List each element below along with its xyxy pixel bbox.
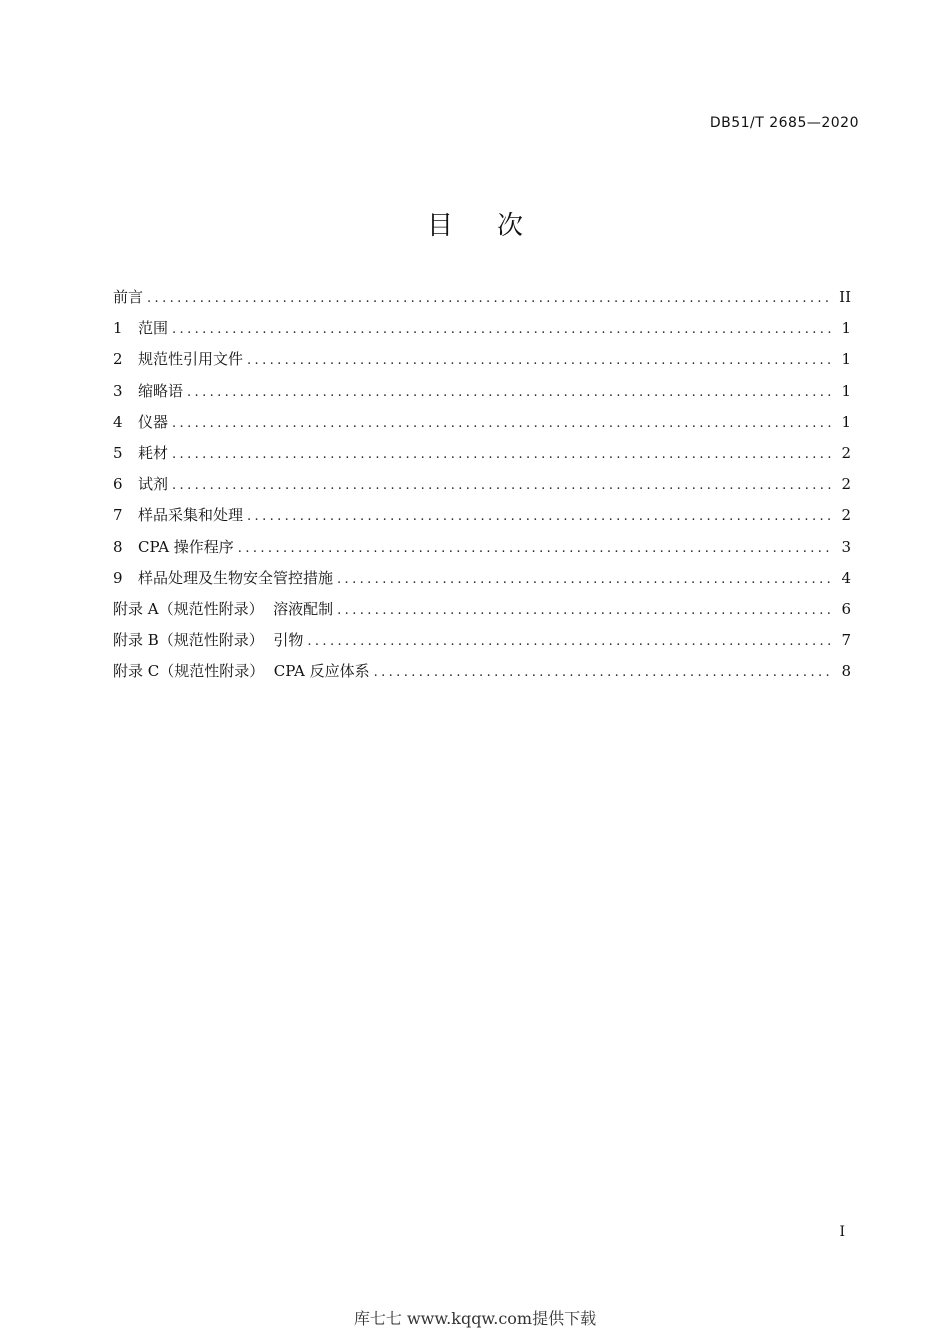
toc-item-page: 8 <box>841 662 851 681</box>
toc-leader-dots <box>337 603 833 618</box>
toc-item-biosafety[interactable] <box>113 567 851 598</box>
toc-item-page: 1 <box>841 412 851 431</box>
toc-item-label: 仪器 <box>138 412 169 431</box>
toc-leader-dots <box>307 634 833 649</box>
toc-leader-dots <box>187 385 833 400</box>
toc-item-page: II <box>839 288 851 306</box>
toc-item-abbreviations[interactable] <box>113 380 851 411</box>
toc-item-label: 附录 C（规范性附录） CPA 反应体系 <box>113 662 370 681</box>
toc-item-label: 耗材 <box>138 443 169 462</box>
toc-leader-dots <box>374 665 833 680</box>
toc-item-page: 7 <box>841 631 851 650</box>
toc-item-instruments[interactable] <box>113 411 851 442</box>
toc-item-number: 2 <box>113 350 123 369</box>
toc-item-label: 样品处理及生物安全管控措施 <box>138 568 334 587</box>
table-of-contents <box>113 286 851 691</box>
toc-item-cpa-procedure[interactable] <box>113 536 851 567</box>
document-code: DB51/T 2685—2020 <box>709 115 859 131</box>
page-title: 目次 <box>426 211 567 241</box>
toc-item-number: 7 <box>113 506 123 525</box>
toc-item-page: 2 <box>841 475 851 494</box>
toc-leader-dots <box>172 478 833 493</box>
toc-item-number: 1 <box>113 319 123 338</box>
toc-item-number: 3 <box>113 381 123 400</box>
toc-item-page: 3 <box>841 537 851 556</box>
download-watermark: 库七七 www.kqqw.com提供下载 <box>353 1309 597 1328</box>
toc-leader-dots <box>147 291 833 306</box>
toc-item-label: 缩略语 <box>138 381 184 400</box>
toc-item-foreword[interactable] <box>113 286 851 317</box>
toc-leader-dots <box>247 509 833 524</box>
toc-item-label: 前言 <box>113 288 144 306</box>
page-number: I <box>839 1224 845 1240</box>
toc-item-page: 2 <box>841 506 851 525</box>
toc-item-number: 4 <box>113 412 123 431</box>
toc-item-page: 1 <box>841 319 851 338</box>
toc-leader-dots <box>172 447 833 462</box>
toc-item-label: CPA 操作程序 <box>138 537 234 556</box>
toc-item-normative-references[interactable] <box>113 348 851 379</box>
toc-item-number: 5 <box>113 443 123 462</box>
toc-item-appendix-b[interactable] <box>113 629 851 660</box>
toc-item-appendix-c[interactable] <box>113 660 851 691</box>
toc-leader-dots <box>337 572 833 587</box>
toc-item-sample-collection[interactable] <box>113 504 851 535</box>
toc-leader-dots <box>238 541 833 556</box>
toc-item-scope[interactable] <box>113 317 851 348</box>
toc-item-page: 1 <box>841 350 851 369</box>
toc-item-page: 2 <box>841 443 851 462</box>
toc-item-page: 4 <box>841 568 851 587</box>
toc-item-consumables[interactable] <box>113 442 851 473</box>
toc-leader-dots <box>172 416 833 431</box>
toc-item-label: 附录 B（规范性附录） 引物 <box>113 631 304 650</box>
toc-item-page: 6 <box>841 599 851 618</box>
toc-item-number: 9 <box>113 568 123 587</box>
toc-leader-dots <box>247 353 833 368</box>
toc-item-number: 6 <box>113 475 123 494</box>
toc-item-label: 样品采集和处理 <box>138 506 244 525</box>
toc-item-label: 范围 <box>138 319 169 338</box>
toc-item-label: 附录 A（规范性附录） 溶液配制 <box>113 599 334 618</box>
toc-item-appendix-a[interactable] <box>113 598 851 629</box>
toc-item-reagents[interactable] <box>113 473 851 504</box>
toc-item-number: 8 <box>113 537 123 556</box>
toc-item-label: 试剂 <box>138 475 169 494</box>
toc-leader-dots <box>172 322 833 337</box>
toc-item-label: 规范性引用文件 <box>138 350 244 369</box>
toc-item-page: 1 <box>841 381 851 400</box>
